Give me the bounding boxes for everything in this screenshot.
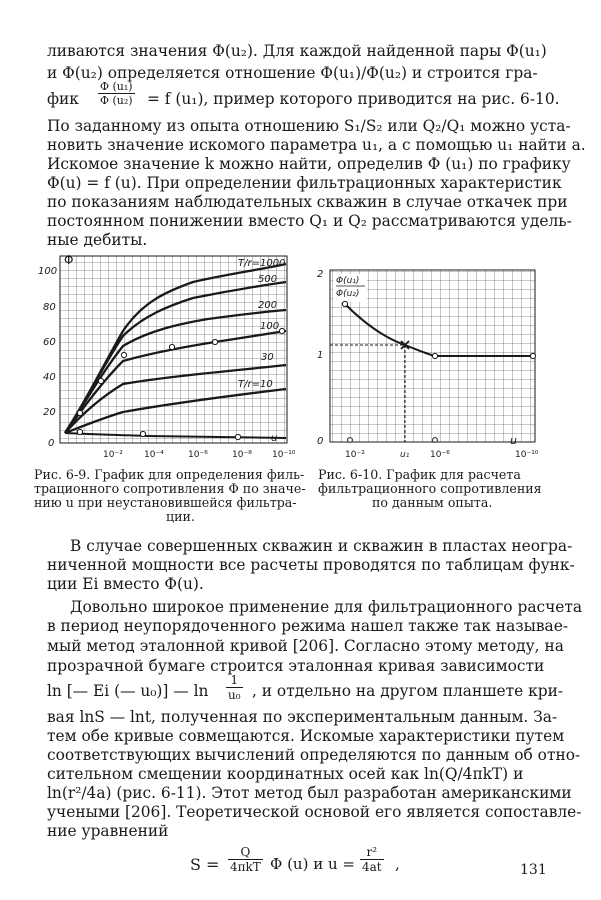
bottom-line-11: соответствующих вычислений определяются по данным об отно- bbox=[47, 746, 581, 764]
bottom-line-4: Довольно широкое применение для фильтрационного расчета bbox=[70, 598, 583, 616]
fig610-ytick-0: 0 bbox=[317, 436, 324, 447]
fig69-xtick-5: 10⁻¹⁰ bbox=[272, 450, 296, 460]
equation-mid: Φ (u) и u = bbox=[270, 855, 355, 873]
fig69-xtick-2: 10⁻⁴ bbox=[144, 450, 164, 460]
bottom-line-6: мый метод эталонной кривой [206]. Согласно этому методу, на bbox=[47, 637, 564, 655]
fig610-base-marker-2 bbox=[433, 438, 438, 443]
fig69-xtick-3: 10⁻⁶ bbox=[188, 450, 208, 460]
fig69-xtick-1: 10⁻² bbox=[103, 450, 123, 460]
fig610-ytick-1: 1 bbox=[317, 350, 324, 361]
ln-fraction bbox=[226, 673, 243, 702]
text-line-2: и Φ(u₂) определяется отношение Φ(u₁)/Φ(u₂) и строится гра- bbox=[47, 64, 538, 82]
figure-6-10 bbox=[305, 262, 545, 462]
equation-frac2 bbox=[360, 845, 384, 874]
fig69-y-label: Φ bbox=[64, 253, 74, 267]
bottom-line-5: в период неупорядоченного режима нашел также так называе- bbox=[47, 617, 569, 635]
bottom-line-8a: ln [— Ei (— u₀)] — ln bbox=[47, 682, 209, 700]
ln-fraction-den: u₀ bbox=[228, 688, 241, 702]
bottom-line-3: ции Ei вместо Φ(u). bbox=[47, 575, 204, 593]
caption-6-10-line1: Рис. 6-10. График для расчета bbox=[318, 467, 521, 482]
fig69-ytick-80: 80 bbox=[43, 302, 56, 313]
bottom-line-13: ln(r²/4a) (рис. 6-11). Этот метод был разработан американскими bbox=[47, 784, 572, 802]
fig69-xtick-4: 10⁻⁸ bbox=[232, 450, 252, 460]
fig69-ytick-0: 0 bbox=[48, 438, 55, 449]
equation-lhs: S = bbox=[190, 855, 220, 874]
bottom-line-15: ние уравнений bbox=[47, 822, 169, 840]
equation-frac1-den: 4πkT bbox=[230, 860, 261, 874]
fig69-ytick-20: 20 bbox=[43, 407, 56, 418]
fig610-xtick-3: 10⁻¹⁰ bbox=[515, 450, 539, 460]
equation-frac1-num: Q bbox=[228, 845, 263, 860]
fig610-marker-mid bbox=[432, 353, 437, 358]
bottom-line-2: ниченной мощности все расчеты проводятся по таблицам функ- bbox=[47, 556, 575, 574]
bottom-line-7: прозрачной бумаге строится эталонная кривая зависимости bbox=[47, 657, 545, 675]
text-line-6: Искомое значение k можно найти, определив Φ (u₁) по графику bbox=[47, 155, 571, 173]
text-line-7: Φ(u) = f (u). При определении фильтрационных характеристик bbox=[47, 174, 562, 192]
fig610-xtick-2: 10⁻⁶ bbox=[430, 450, 450, 460]
fig69-ytick-60: 60 bbox=[43, 337, 56, 348]
text-line-1: ливаются значения Φ(u₂). Для каждой найденной пары Φ(u₁) bbox=[47, 42, 547, 60]
page-number: 131 bbox=[520, 862, 547, 878]
bottom-line-10: тем обе кривые совмещаются. Искомые характеристики путем bbox=[47, 727, 565, 745]
text-line-4: По заданному из опыта отношению S₁/S₂ или Q₂/Q₁ можно уста- bbox=[47, 117, 571, 135]
fig69-ytick-100: 100 bbox=[38, 266, 58, 277]
figure-6-9 bbox=[28, 246, 308, 466]
text-line-9: постоянном понижении вместо Q₁ и Q₂ рассматриваются удель- bbox=[47, 212, 572, 230]
text-line-5: новить значение искомого параметра u₁, а с помощью u₁ найти a. bbox=[47, 136, 586, 154]
fig610-base-marker-1 bbox=[348, 438, 353, 443]
text-line-3b: = f (u₁), пример которого приводится на рис. 6-10. bbox=[147, 90, 560, 108]
bottom-line-14: учеными [206]. Теоретической основой его является сопоставле- bbox=[47, 803, 582, 821]
text-line-3a: фик bbox=[47, 90, 79, 108]
caption-6-9-line3: нию u при неустановившейся фильтра- bbox=[34, 495, 297, 510]
equation-frac2-num: r² bbox=[360, 845, 384, 860]
fig69-label-10: T/r=10 bbox=[238, 379, 273, 390]
fig610-ratio-den: Φ(u₂) bbox=[336, 289, 360, 299]
equation-frac2-den: 4at bbox=[362, 860, 382, 874]
caption-6-10-line3: по данным опыта. bbox=[372, 495, 493, 510]
fig610-xtick-u1: u₁ bbox=[400, 450, 410, 460]
fig69-label-200: 200 bbox=[258, 300, 278, 311]
fig69-label-30: 30 bbox=[261, 352, 274, 363]
text-line-8: по показаниям наблюдательных скважин в случае откачек при bbox=[47, 193, 568, 211]
fig69-label-1000: T/r=1000 bbox=[238, 258, 286, 269]
bottom-line-1: В случае совершенных скважин и скважин в пластах неогра- bbox=[70, 537, 573, 555]
fig610-marker-end bbox=[530, 353, 535, 358]
inline-fraction bbox=[98, 80, 135, 107]
fig69-ytick-40: 40 bbox=[43, 372, 56, 383]
ln-fraction-num: 1 bbox=[226, 673, 243, 688]
caption-6-10-line2: фильтрационного сопротивления bbox=[318, 481, 542, 496]
fig610-xtick-1: 10⁻² bbox=[345, 450, 365, 460]
text-line-10: ные дебиты. bbox=[47, 231, 148, 249]
caption-6-9-line2: трационного сопротивления Φ по значе- bbox=[34, 481, 306, 496]
inline-fraction-num: Φ (u₁) bbox=[100, 80, 133, 93]
fig69-label-500: 500 bbox=[258, 274, 278, 285]
fig610-x-label: u bbox=[510, 434, 517, 447]
fig69-label-100: 100 bbox=[260, 321, 280, 332]
bottom-line-12: сительном смещении координатных осей как ln(Q/4πkT) и bbox=[47, 765, 524, 783]
fig610-ratio-num: Φ(u₁) bbox=[336, 276, 360, 286]
caption-6-9-line1: Рис. 6-9. График для определения филь- bbox=[34, 467, 305, 482]
bottom-line-8b: , и отдельно на другом планшете кри- bbox=[252, 682, 564, 700]
equation-frac1 bbox=[228, 845, 263, 874]
fig69-x-label: u bbox=[271, 433, 278, 444]
inline-fraction-den: Φ (u₂) bbox=[100, 94, 133, 107]
fig610-ytick-2: 2 bbox=[317, 269, 324, 280]
fig610-marker-start bbox=[342, 301, 347, 306]
caption-6-9-line4: ции. bbox=[166, 509, 195, 524]
bottom-line-9: вая lnS — lnt, полученная по экспериментальным данным. За- bbox=[47, 708, 558, 726]
equation-tail: , bbox=[395, 855, 400, 873]
